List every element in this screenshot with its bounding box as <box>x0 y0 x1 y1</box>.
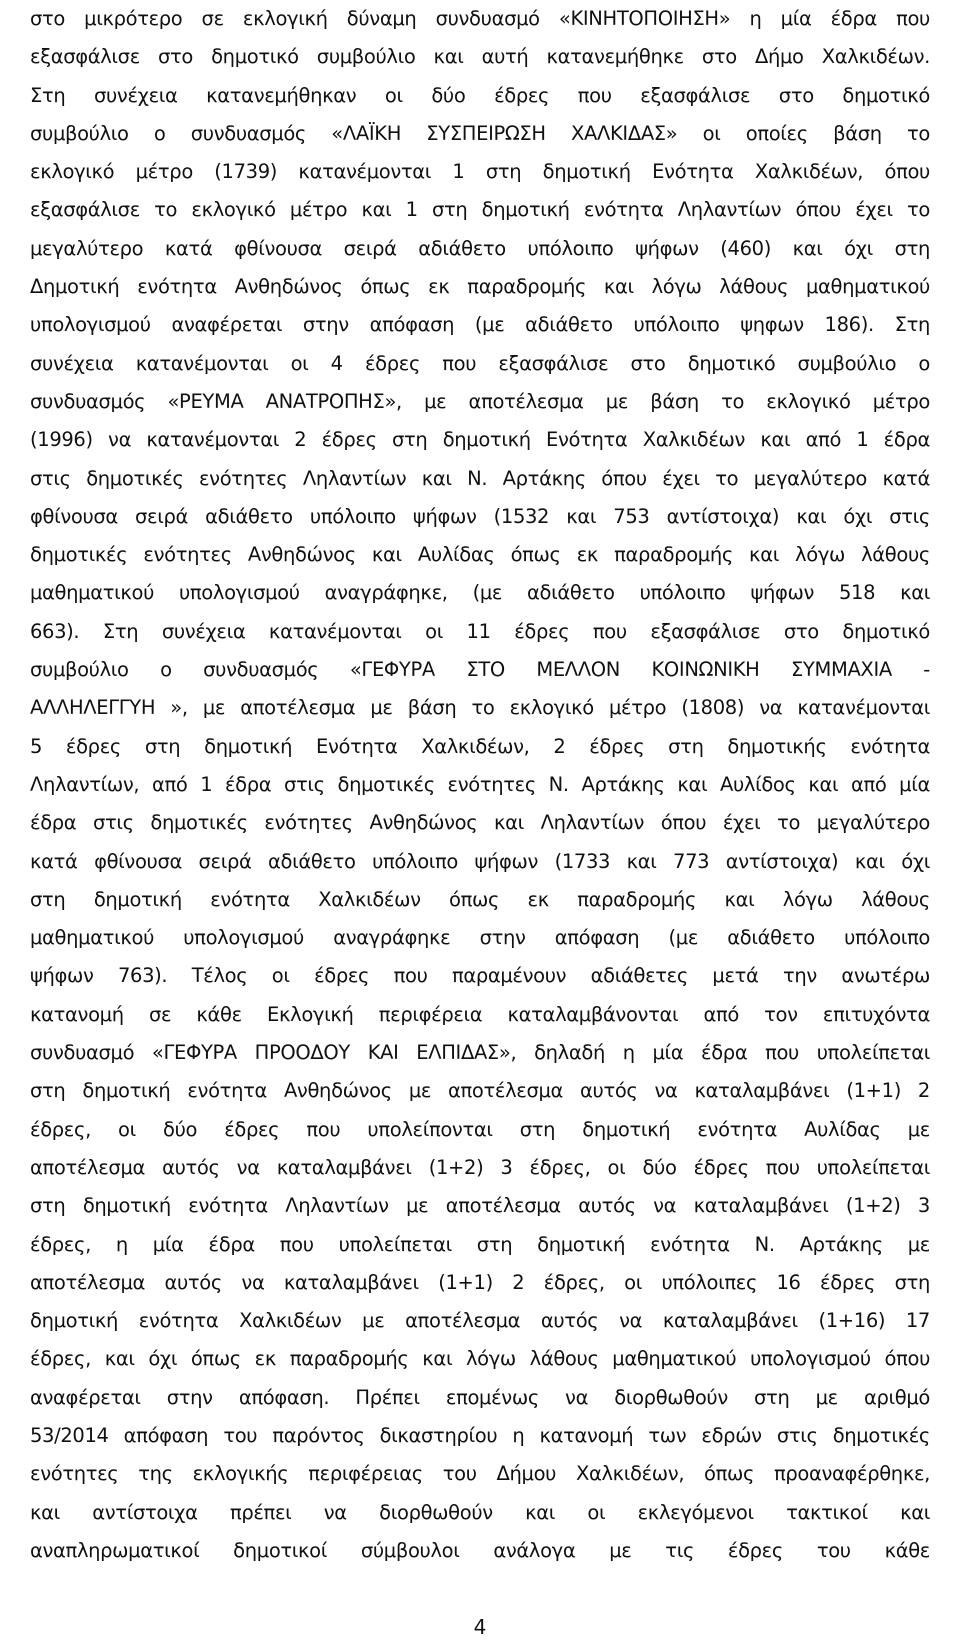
text-line: έδρες, οι δύο έδρες που υπολείπονται στη δημοτική ενότητα Αυλίδας με <box>30 1117 930 1141</box>
text-line: στο μικρότερο σε εκλογική δύναμη συνδυασμό «ΚΙΝΗΤΟΠΟΙΗΣΗ» η μία έδρα που <box>30 7 930 30</box>
text-line: μεγαλύτερο κατά φθίνουσα σειρά αδιάθετο υπόλοιπο ψήφων (460) και όχι στη <box>30 236 930 260</box>
text-line: στη δημοτική ενότητα Ληλαντίων με αποτέλεσμα αυτός να καταλαμβάνει (1+2) 3 <box>30 1194 930 1218</box>
text-line: εξασφάλισε στο δημοτικό συμβούλιο και αυτή κατανεμήθηκε στο Δήμο Χαλκιδέων. <box>30 45 930 69</box>
text-line: 5 έδρες στη δημοτική Ενότητα Χαλκιδέων, 2 έδρες στη δημοτικής ενότητα <box>30 734 930 758</box>
text-line: συνδυασμός «ΡΕΥΜΑ ΑΝΑΤΡΟΠΗΣ», με αποτέλεσμα με βάση το εκλογικό μέτρο <box>30 389 930 413</box>
text-line: δημοτικές ενότητες Ανθηδώνος και Αυλίδας όπως εκ παραδρομής και λόγω λάθους <box>30 543 930 567</box>
text-line: συμβούλιο ο συνδυασμός «ΓΕΦΥΡΑ ΣΤΟ ΜΕΛΛΟΝ ΚΟΙΝΩΝΙΚΗ ΣΥΜΜΑΧΙΑ - <box>30 658 930 682</box>
text-line: υπολογισμού αναφέρεται στην απόφαση (με αδιάθετο υπόλοιπο ψηφων 186). Στη <box>30 313 930 337</box>
page-number: 4 <box>473 1615 487 1639</box>
text-line: συνέχεια κατανέμονται οι 4 έδρες που εξασφάλισε στο δημοτικό συμβούλιο ο <box>30 351 930 375</box>
text-line: έδρες, η μία έδρα που υπολείπεται στη δημοτική ενότητα Ν. Αρτάκης με <box>30 1232 930 1256</box>
text-line: εξασφάλισε το εκλογικό μέτρο και 1 στη δημοτική ενότητα Ληλαντίων όπου έχει το <box>30 198 930 222</box>
text-line: στη δημοτική ενότητα Ανθηδώνος με αποτέλεσμα αυτός να καταλαμβάνει (1+1) 2 <box>30 1079 930 1103</box>
text-line: μαθηματικού υπολογισμού αναγράφηκε στην απόφαση (με αδιάθετο υπόλοιπο <box>30 926 930 950</box>
text-line: κατά φθίνουσα σειρά αδιάθετο υπόλοιπο ψήφων (1733 και 773 αντίστοιχα) και όχι <box>30 849 930 873</box>
text-line: στη δημοτική ενότητα Χαλκιδέων όπως εκ παραδρομής και λόγω λάθους <box>30 887 930 911</box>
text-line: (1996) να κατανέμονται 2 έδρες στη δημοτική Ενότητα Χαλκιδέων και από 1 έδρα <box>30 428 930 452</box>
text-line: αναφέρεται στην απόφαση. Πρέπει επομένως να διορθωθούν στη με αριθμό <box>30 1385 930 1409</box>
body-text <box>30 0 930 1570</box>
text-line: αποτέλεσμα αυτός να καταλαμβάνει (1+1) 2 έδρες, οι υπόλοιπες 16 έδρες στη <box>30 1270 930 1294</box>
text-line: ενότητες της εκλογικής περιφέρειας του Δήμου Χαλκιδέων, όπως προαναφέρθηκε, <box>30 1462 930 1486</box>
text-line: στις δημοτικές ενότητες Ληλαντίων και Ν. Αρτάκης όπου έχει το μεγαλύτερο κατά <box>30 466 930 490</box>
text-line: και αντίστοιχα πρέπει να διορθωθούν και οι εκλεγόμενοι τακτικοί και <box>30 1500 930 1524</box>
text-line: έδρες, και όχι όπως εκ παραδρομής και λόγω λάθους μαθηματικού υπολογισμού όπου <box>30 1347 930 1371</box>
text-line: 663). Στη συνέχεια κατανέμονται οι 11 έδρες που εξασφάλισε στο δημοτικό <box>30 619 930 643</box>
text-line: αναπληρωματικοί δημοτικοί σύμβουλοι ανάλογα με τις έδρες του κάθε <box>30 1538 930 1562</box>
text-line: Δημοτική ενότητα Ανθηδώνος όπως εκ παραδρομής και λόγω λάθους μαθηματικού <box>30 275 930 299</box>
text-line: έδρα στις δημοτικές ενότητες Ανθηδώνος και Ληλαντίων όπου έχει το μεγαλύτερο <box>30 811 930 835</box>
text-line: συμβούλιο ο συνδυασμός «ΛΑΪΚΗ ΣΥΣΠΕΙΡΩΣΗ ΧΑΛΚΙΔΑΣ» οι οποίες βάση το <box>30 121 930 145</box>
text-line: κατανομή σε κάθε Εκλογική περιφέρεια καταλαμβάνονται από τον επιτυχόντα <box>30 1002 930 1026</box>
text-line: Στη συνέχεια κατανεμήθηκαν οι δύο έδρες που εξασφάλισε στο δημοτικό <box>30 83 930 107</box>
text-line: δημοτική ενότητα Χαλκιδέων με αποτέλεσμα αυτός να καταλαμβάνει (1+16) 17 <box>30 1309 930 1333</box>
text-line: ΑΛΛΗΛΕΓΓΥΗ », με αποτέλεσμα με βάση το εκλογικό μέτρο (1808) να κατανέμονται <box>30 696 930 720</box>
text-line: εκλογικό μέτρο (1739) κατανέμονται 1 στη δημοτική Ενότητα Χαλκιδέων, όπου <box>30 160 930 184</box>
text-line: φθίνουσα σειρά αδιάθετο υπόλοιπο ψήφων (1532 και 753 αντίστοιχα) και όχι στις <box>30 504 930 528</box>
text-line: Ληλαντίων, από 1 έδρα στις δημοτικές ενότητες Ν. Αρτάκης και Αυλίδος και από μία <box>30 772 930 796</box>
text-line: αποτέλεσμα αυτός να καταλαμβάνει (1+2) 3 έδρες, οι δύο έδρες που υπολείπεται <box>30 1155 930 1179</box>
text-line: μαθηματικού υπολογισμού αναγράφηκε, (με αδιάθετο υπόλοιπο ψήφων 518 και <box>30 581 930 605</box>
text-line: 53/2014 απόφαση του παρόντος δικαστηρίου η κατανομή των εδρών στις δημοτικές <box>30 1423 930 1447</box>
text-line: συνδυασμό «ΓΕΦΥΡΑ ΠΡΟΟΔΟΥ ΚΑΙ ΕΛΠΙΔΑΣ», δηλαδή η μία έδρα που υπολείπεται <box>30 1041 930 1065</box>
text-line: ψήφων 763). Τέλος οι έδρες που παραμένουν αδιάθετες μετά την ανωτέρω <box>30 964 930 988</box>
